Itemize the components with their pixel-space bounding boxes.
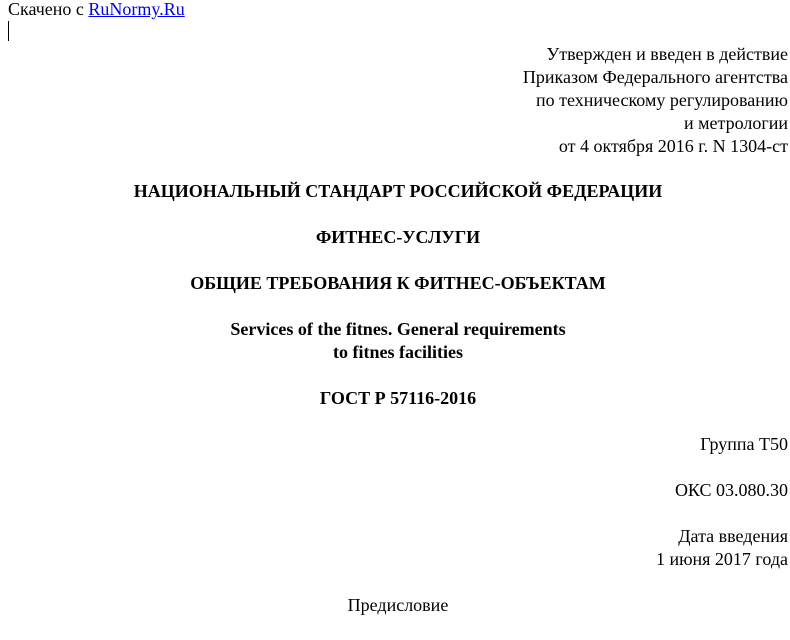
english-title-line-2: to fitnes facilities <box>333 342 463 362</box>
approval-line-1: Утвержден и введен в действие <box>546 44 788 64</box>
approval-block <box>523 43 788 158</box>
national-standard-heading: НАЦИОНАЛЬНЫЙ СТАНДАРТ РОССИЙСКОЙ ФЕДЕРАЦИИ <box>133 181 663 201</box>
text-cursor <box>8 21 9 41</box>
intro-date-label: Дата введения <box>678 526 788 546</box>
approval-line-4: и метрологии <box>684 113 788 133</box>
group-code: Группа Т50 <box>700 434 788 454</box>
standard-subtitle: ОБЩИЕ ТРЕБОВАНИЯ К ФИТНЕС-ОБЪЕКТАМ <box>190 273 606 293</box>
approval-line-3: по техническому регулированию <box>535 90 788 110</box>
download-prefix: Скачено с <box>8 0 89 19</box>
approval-line-5: от 4 октября 2016 г. N 1304-ст <box>558 136 788 156</box>
download-source-line <box>8 0 185 21</box>
english-title-line-1: Services of the fitnes. General requirements <box>230 319 566 339</box>
approval-line-2: Приказом Федерального агентства <box>522 67 788 87</box>
intro-date-value: 1 июня 2017 года <box>655 549 788 569</box>
runormy-link[interactable]: RuNormy.Ru <box>88 0 185 19</box>
preface-heading: Предисловие <box>347 595 449 615</box>
standard-title: ФИТНЕС-УСЛУГИ <box>315 227 481 247</box>
gost-number: ГОСТ Р 57116-2016 <box>319 388 477 408</box>
oks-code: ОКС 03.080.30 <box>674 480 788 500</box>
